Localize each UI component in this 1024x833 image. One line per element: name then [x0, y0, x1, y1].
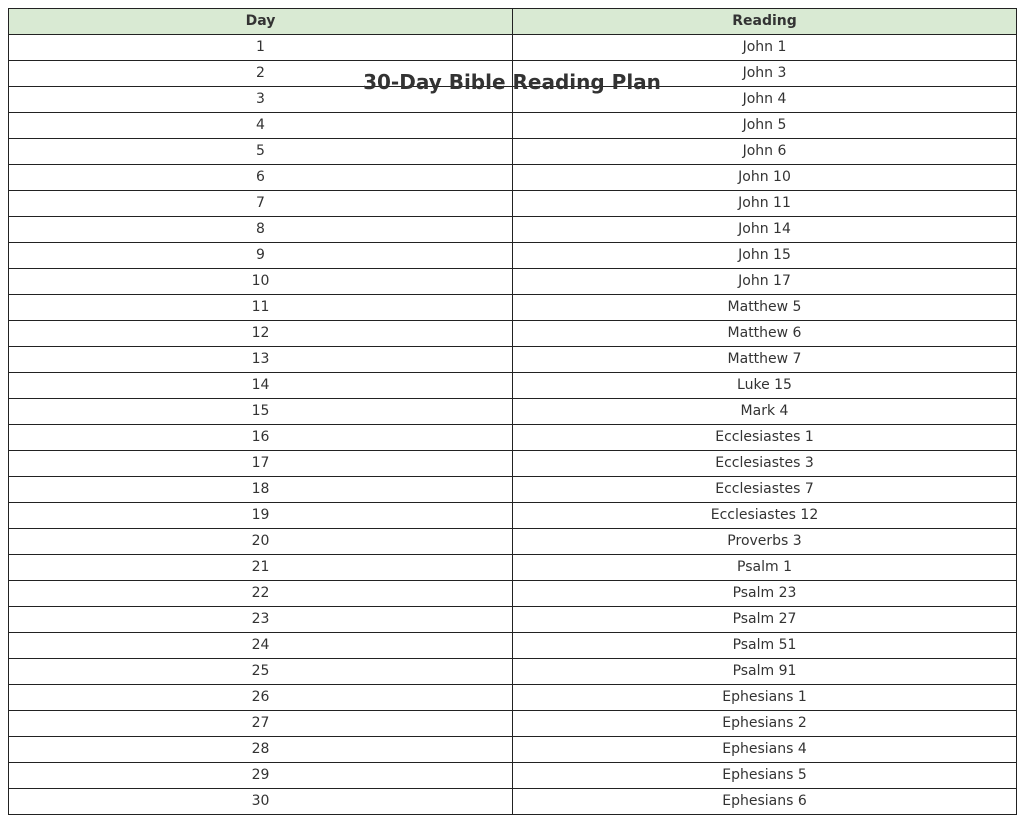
day-cell: 8	[9, 217, 513, 243]
table-row	[9, 399, 1017, 425]
table-row	[9, 373, 1017, 399]
day-cell: 14	[9, 373, 513, 399]
table-header	[9, 9, 1017, 35]
table-row	[9, 503, 1017, 529]
reading-cell: John 15	[513, 243, 1017, 269]
table-row	[9, 737, 1017, 763]
reading-cell: Matthew 7	[513, 347, 1017, 373]
table-row	[9, 763, 1017, 789]
reading-cell: Matthew 5	[513, 295, 1017, 321]
table-row	[9, 711, 1017, 737]
reading-cell: Mark 4	[513, 399, 1017, 425]
reading-cell: John 5	[513, 113, 1017, 139]
reading-cell: John 10	[513, 165, 1017, 191]
reading-cell: John 11	[513, 191, 1017, 217]
reading-cell: John 14	[513, 217, 1017, 243]
reading-cell: Ecclesiastes 12	[513, 503, 1017, 529]
reading-cell: John 1	[513, 35, 1017, 61]
day-cell: 1	[9, 35, 513, 61]
reading-cell: John 3	[513, 61, 1017, 87]
reading-cell: Ephesians 4	[513, 737, 1017, 763]
table-row	[9, 321, 1017, 347]
day-cell: 2	[9, 61, 513, 87]
header-reading: Reading	[513, 9, 1017, 35]
day-cell: 4	[9, 113, 513, 139]
day-cell: 11	[9, 295, 513, 321]
reading-cell: Ecclesiastes 3	[513, 451, 1017, 477]
reading-cell: Psalm 51	[513, 633, 1017, 659]
day-cell: 6	[9, 165, 513, 191]
day-cell: 5	[9, 139, 513, 165]
day-cell: 26	[9, 685, 513, 711]
reading-cell: Ephesians 5	[513, 763, 1017, 789]
day-cell: 13	[9, 347, 513, 373]
day-cell: 22	[9, 581, 513, 607]
day-cell: 20	[9, 529, 513, 555]
reading-cell: Ephesians 1	[513, 685, 1017, 711]
day-cell: 25	[9, 659, 513, 685]
table-row	[9, 581, 1017, 607]
table-row	[9, 633, 1017, 659]
reading-cell: Psalm 23	[513, 581, 1017, 607]
table-row	[9, 295, 1017, 321]
reading-cell: Psalm 91	[513, 659, 1017, 685]
day-cell: 19	[9, 503, 513, 529]
table-row	[9, 659, 1017, 685]
day-cell: 16	[9, 425, 513, 451]
reading-cell: Ecclesiastes 1	[513, 425, 1017, 451]
reading-cell: John 17	[513, 269, 1017, 295]
day-cell: 3	[9, 87, 513, 113]
table-row	[9, 477, 1017, 503]
day-cell: 15	[9, 399, 513, 425]
table-row	[9, 165, 1017, 191]
day-cell: 12	[9, 321, 513, 347]
reading-cell: Ecclesiastes 7	[513, 477, 1017, 503]
table-row	[9, 113, 1017, 139]
table-row	[9, 451, 1017, 477]
day-cell: 23	[9, 607, 513, 633]
header-row	[9, 9, 1017, 35]
day-cell: 18	[9, 477, 513, 503]
reading-plan-table	[8, 8, 1017, 815]
reading-cell: John 6	[513, 139, 1017, 165]
table-row	[9, 425, 1017, 451]
reading-cell: Matthew 6	[513, 321, 1017, 347]
table-row	[9, 347, 1017, 373]
day-cell: 10	[9, 269, 513, 295]
table-row	[9, 191, 1017, 217]
table-row	[9, 87, 1017, 113]
day-cell: 27	[9, 711, 513, 737]
table-row	[9, 243, 1017, 269]
table-row	[9, 607, 1017, 633]
day-cell: 7	[9, 191, 513, 217]
table-row	[9, 789, 1017, 815]
day-cell: 24	[9, 633, 513, 659]
table-row	[9, 61, 1017, 87]
table-row	[9, 685, 1017, 711]
day-cell: 29	[9, 763, 513, 789]
reading-cell: Psalm 1	[513, 555, 1017, 581]
day-cell: 28	[9, 737, 513, 763]
reading-cell: Ephesians 2	[513, 711, 1017, 737]
day-cell: 30	[9, 789, 513, 815]
reading-cell: Ephesians 6	[513, 789, 1017, 815]
table-row	[9, 139, 1017, 165]
reading-cell: John 4	[513, 87, 1017, 113]
table-row	[9, 35, 1017, 61]
reading-cell: Psalm 27	[513, 607, 1017, 633]
day-cell: 9	[9, 243, 513, 269]
table-row	[9, 529, 1017, 555]
table-body	[9, 35, 1017, 815]
header-day: Day	[9, 9, 513, 35]
day-cell: 21	[9, 555, 513, 581]
table-row	[9, 217, 1017, 243]
page-title: 30-Day Bible Reading Plan	[363, 70, 661, 94]
table-row	[9, 269, 1017, 295]
reading-cell: Proverbs 3	[513, 529, 1017, 555]
reading-cell: Luke 15	[513, 373, 1017, 399]
day-cell: 17	[9, 451, 513, 477]
table-row	[9, 555, 1017, 581]
